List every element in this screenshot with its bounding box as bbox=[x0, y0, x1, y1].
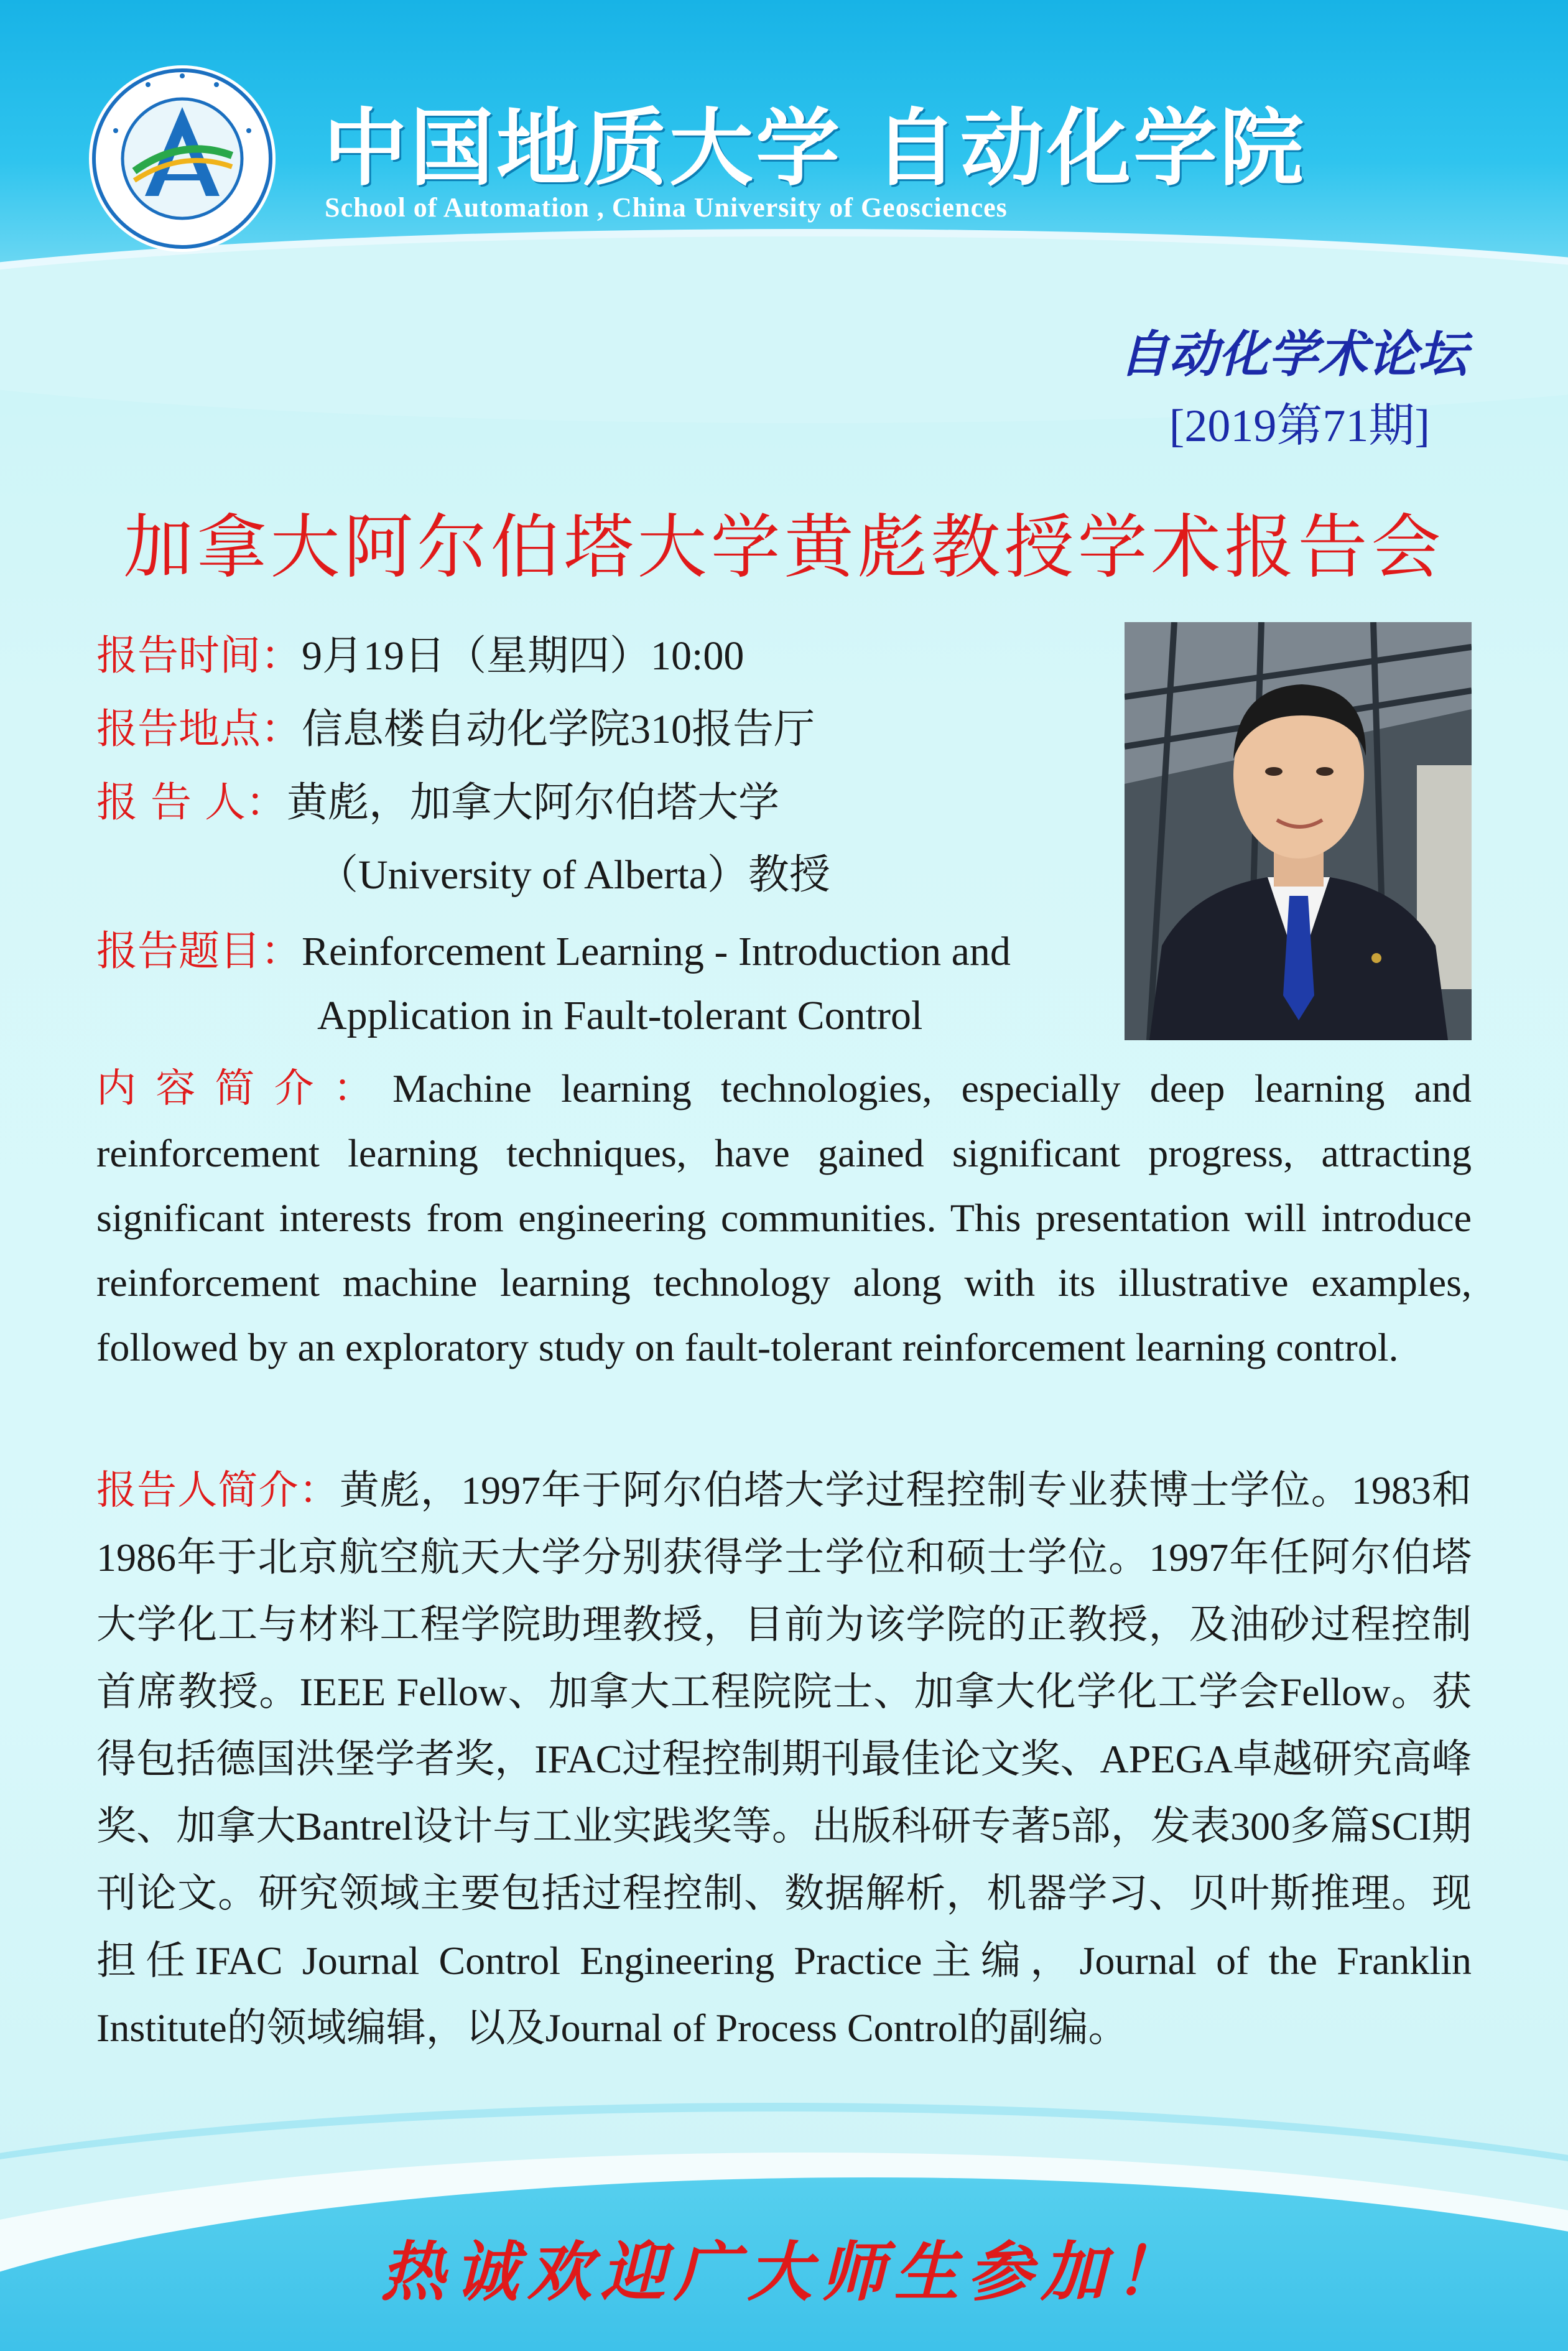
report-speaker-label: 报 告 人： bbox=[96, 778, 287, 826]
welcome-message: 热诚欢迎广大师生参加！ bbox=[380, 2233, 1188, 2310]
report-place bbox=[96, 696, 815, 755]
report-place-value: 信息楼自动化学院310报告厅 bbox=[302, 707, 815, 752]
forum-name: 自动化学术论坛 bbox=[1119, 325, 1467, 383]
abstract-text: Machine learning technologies, especially deep learning and reinforcement learning techniques, have gained significant progress, attracting significant interests from engineering communities. This presentation will introduce reinforcement machine learning technology along with its illustrative examples, followed by an exploratory study on fault-tolerant reinforcement learning control. bbox=[96, 1066, 1472, 1369]
forum-issue: [2019第71期] bbox=[1169, 401, 1430, 452]
school-name-en: School of Automation , China University of Geosciences bbox=[325, 192, 1008, 223]
poster-title: 加拿大阿尔伯塔大学黄彪教授学术报告会 bbox=[123, 507, 1445, 588]
school-name-cn: 中国地质大学 自动化学院 bbox=[323, 100, 1306, 197]
abstract-label: 内容简介： bbox=[96, 1066, 392, 1112]
report-speaker-value: 黄彪，加拿大阿尔伯塔大学 bbox=[286, 780, 779, 826]
school-logo bbox=[86, 62, 279, 255]
report-topic-label: 报告题目： bbox=[96, 927, 302, 975]
bio-label: 报告人简介： bbox=[96, 1468, 340, 1514]
report-topic bbox=[96, 918, 1011, 977]
report-speaker bbox=[96, 769, 779, 828]
report-place-label: 报告地点： bbox=[96, 705, 302, 753]
abstract-paragraph bbox=[96, 1056, 1472, 1380]
report-speaker-affiliation: （University of Alberta）教授 bbox=[317, 852, 830, 898]
bio-text: 黄彪，1997年于阿尔伯塔大学过程控制专业获博士学位。1983和1986年于北京航空航天大学分别获得学士学位和硕士学位。1997年任阿尔伯塔大学化工与材料工程学院助理教授，目前为该学院的正教授，及油砂过程控制首席教授。IEEE Fellow、加拿大工程院院士、加拿大化学化工学会Fellow。获得包括德国洪堡学者奖，IFAC过程控制期刊最佳论文奖、APEGA卓越研究高峰奖、加拿大Bantrel设计与工业实践奖等。出版科研专著5部，发表300多篇SCI期刊论文。研究领域主要包括过程控制、数据解析，机器学习、贝叶斯推理。现担任IFAC Journal Control Engineering Practice主编，Journal of the Franklin Institute的领域编辑，以及Journal of Process Control的副编。 bbox=[96, 1468, 1472, 2050]
report-time-label: 报告时间： bbox=[96, 631, 302, 679]
bio-paragraph bbox=[96, 1457, 1472, 2062]
speaker-photo bbox=[1125, 622, 1472, 1040]
report-time bbox=[96, 622, 744, 681]
report-topic-line-2: Application in Fault-tolerant Control bbox=[317, 993, 923, 1038]
report-topic-value: Reinforcement Learning - Introduction and bbox=[302, 929, 1011, 974]
report-time-value: 9月19日（星期四）10:00 bbox=[302, 633, 745, 679]
